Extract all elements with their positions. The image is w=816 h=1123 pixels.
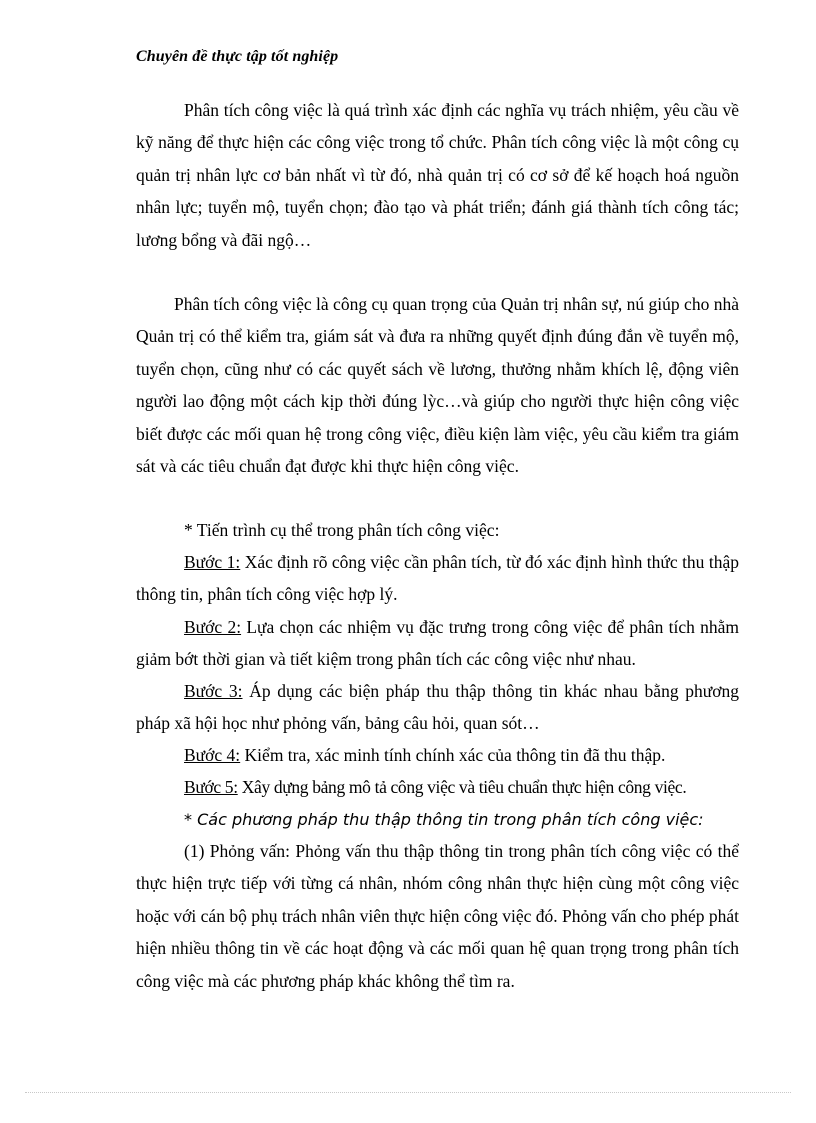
paragraph-job-analysis-definition: Phân tích công việc là quá trình xác định các nghĩa vụ trách nhiệm, yêu cầu về kỹ năng để thực hiện các công việc trong tổ chức. Phân tích công việc là một công cụ quản trị nhân lực cơ bản nhất vì từ đó, nhà quản trị có cơ sở để kế hoạch hoá nguồn nhân lực; tuyển mộ, tuyển chọn; đào tạo và phát triển; đánh giá thành tích công tác; lương bổng và đãi ngộ… [136, 100, 739, 250]
step-2 [136, 611, 739, 676]
step-2-label: Bước 2: [184, 617, 242, 637]
step-1-label: Bước 1: [184, 552, 241, 572]
step-3 [136, 675, 739, 740]
step-2-text: Lựa chọn các nhiệm vụ đặc trưng trong công việc để phân tích nhằm giảm bớt thời gian và tiết kiệm trong phân tích các công việc như nhau. [136, 617, 739, 670]
step-4-text: Kiểm tra, xác minh tính chính xác của thông tin đã thu thập. [240, 745, 666, 765]
step-4 [136, 739, 739, 771]
step-3-text: Áp dụng các biện pháp thu thập thông tin khác nhau bằng phương pháp xã hội học như phỏng vấn, bảng câu hỏi, quan sót… [136, 681, 739, 734]
page-header: Chuyên đề thực tập tốt nghiệp [136, 48, 339, 65]
step-1-text: Xác định rõ công việc cần phân tích, từ đó xác định hình thức thu thập thông tin, phân tích công việc hợp lý. [136, 552, 740, 605]
footer-divider [25, 1092, 791, 1093]
method-interview: (1) Phỏng vấn: Phỏng vấn thu thập thông tin trong phân tích công việc có thể thực hiện trực tiếp với từng cá nhân, nhóm công nhân thực hiện cùng một công việc hoặc với cán bộ phụ trách nhân viên thực hiện công việc đó. Phỏng vấn cho phép phát hiện nhiều thông tin về các hoạt động và các mối quan hệ quan trọng trong phân tích công việc mà các phương pháp khác không thể tìm ra. [136, 841, 739, 991]
step-5-label: Bước 5: [184, 777, 238, 797]
step-5 [136, 771, 739, 803]
step-3-label: Bước 3: [184, 681, 243, 701]
step-4-label: Bước 4: [184, 745, 241, 765]
methods-heading-text: * Các phương pháp thu thập thông tin trong phân tích công việc: [184, 810, 704, 829]
methods-heading [136, 803, 739, 836]
process-heading: * Tiến trình cụ thể trong phân tích công việc: [184, 520, 500, 540]
step-5-text: Xây dựng bảng mô tả công việc và tiêu chuẩn thực hiện công việc. [237, 777, 687, 797]
paragraph-job-analysis-importance: Phân tích công việc là công cụ quan trọng của Quản trị nhân sự, nú giúp cho nhà Quản trị có thể kiểm tra, giám sát và đưa ra những quyết định đúng đắn về tuyển mộ, tuyển chọn, cũng như có các quyết sách về lương, thưởng nhằm khích lệ, động viên người lao động một cách kịp thời đúng lỳc…và giúp cho người thực hiện công việc biết được các mối quan hệ trong công việc, điều kiện làm việc, yêu cầu kiểm tra giám sát và các tiêu chuẩn đạt được khi thực hiện công việc. [136, 294, 739, 477]
step-1 [136, 546, 739, 611]
